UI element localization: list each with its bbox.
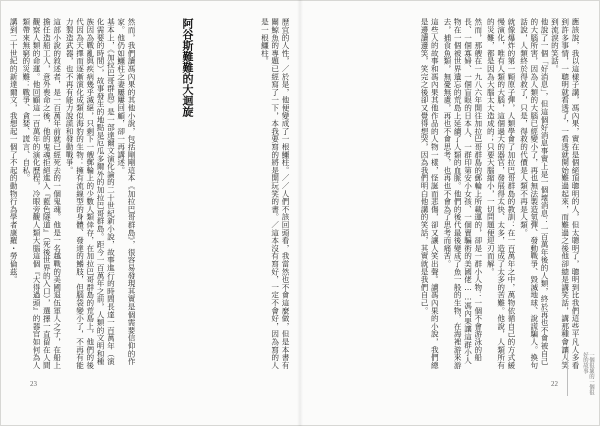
right-page-body-text <box>318 18 580 370</box>
paragraph: 然而，我們讀馮內果的其他小說，包括剛剛這本《加拉巴哥群島》，很容易發現其實是個需要信仰的作家。他仍如鱷柱之妻屢屢回顧，卻一再講述。 <box>116 18 136 366</box>
paragraph: 歷宜的人性，／於是，他便變成了一根鱷柱。／／人們不該回頭看，我當然也不會這麼做，但是本書有關鯨魚的專題已經寫了一下，本我要寫的將是開玩笑的書。／這本沒有寫好，一定不會好，因為寫的人是一根鱷柱。 <box>260 18 290 369</box>
paragraph: 然而，那艘在一九八六年開往加拉巴哥群島的郵輪上所載運的，卻是一群小人物：一個不會游泳的船長、一個寡婦、一個盲眼的日本人、一群印第安小女孩、一個賣騙術的美國佬……馮內果讓這群小人物在一個被世界遺忘的荒島上延續了人類的血脈。他們的後代最後變成了魚一般的生物，在海裡游來游去，捕食魚類，無憂無慮，再也不會思考，也再也不會為了思考而痛苦。 <box>442 18 483 369</box>
paragraph: 他說了一個「好消息」，但這個好消息事實上是一個壞消息：一百萬年後的人類，終於再也不會被自己的大腦所害，因為人類的大腦已經變小了，再也無法製造氫彈、發動戰爭、毀滅地球、說謊騙人。換句話說，人類終於得救了，只是，得救的代價是人類不再是人類。 <box>519 18 550 369</box>
paragraph: 講到二十世紀的新達爾文，我想起一個了不起的動物行為學者康羅・勞倫茲。 <box>9 18 19 284</box>
left-page-opening-text <box>208 18 290 370</box>
section-heading: 阿谷斯難難的大迴旋 <box>181 18 194 117</box>
right-page <box>300 0 600 426</box>
paragraph: 應該說，我以這樣子講，馮內果，實在是個絕頂聰明的人，但太聰明了，聰明到比我們這些平凡人多看到許多事情，一聰明就看透了，一看透就開始難過起來，而難過之後他卻總是講笑話，講那種會讓人笑到流淚的笑話。 <box>550 18 580 369</box>
page-number: 23 <box>30 380 37 388</box>
paragraph: 就像爆炸的第一顆原子彈，人類學會了加拉巴哥群島的教訓：在一百萬年之中，萬物依循自己的方式緩慢演化，唯有人類的大腦，這個過大的器官，發展得太快、太多，造成了太多的苦難。他說，人類所有的災難，都是因為大腦太大造成的；只要大腦縮小，一切問題便迎刃而解。 <box>486 18 516 369</box>
paragraph: 這些人的故事和馮內果其他作品的人物一樣，怪誕而悲傷，卻又讓人笑出聲。讀馮內果的小說，我們總是邊讀邊笑，笑完之後卻又覺得想哭，因為我們明白他講的笑話，其實就是我們自己。 <box>420 18 440 369</box>
paragraph: 基本上，《加拉巴哥群島》是一部達爾文演化論的二十世紀新小說，故事進行的時間長達一百萬年（演化需要的時間），故事發生的地點是厄瓜多爾外的加拉巴哥群島。距今一百萬年之前，人類的文明和種族因為戰亂與疾病幾乎滅絕，只剩下一艘郵輪上的少數人類倖存，在加拉巴哥群島的荒島上，他們的後代因為天擇而逐漸演化成類似海豹的生物：擁有流線型的身體、發達的鰭肢，但腦袋變小了，不再有能力製造武器，也不再有能力說謊和發動戰爭。 <box>65 18 116 369</box>
running-head: 一個很壞的一個很好的故事 <box>567 352 594 396</box>
paragraph: 這部小說的敘述者，是一百萬年前就已經死去的一個鬼魂。他是一名越戰的美國退伍軍人之子，在船上擔任造船工人，意外喪命之後，他的鬼魂拒絕進入『藍色隧道』（死後世界的入口），選擇一直留在人間觀察人類的命運。他回顧這一百萬年的演化歷程，冷眼旁觀人類大腦這個『大得過頭』的器官如何為人類帶來無窮的災難：戰爭、貪婪、謊言、自私。 <box>21 18 62 370</box>
left-page-body-text <box>9 18 136 370</box>
page-number: 22 <box>551 380 558 388</box>
